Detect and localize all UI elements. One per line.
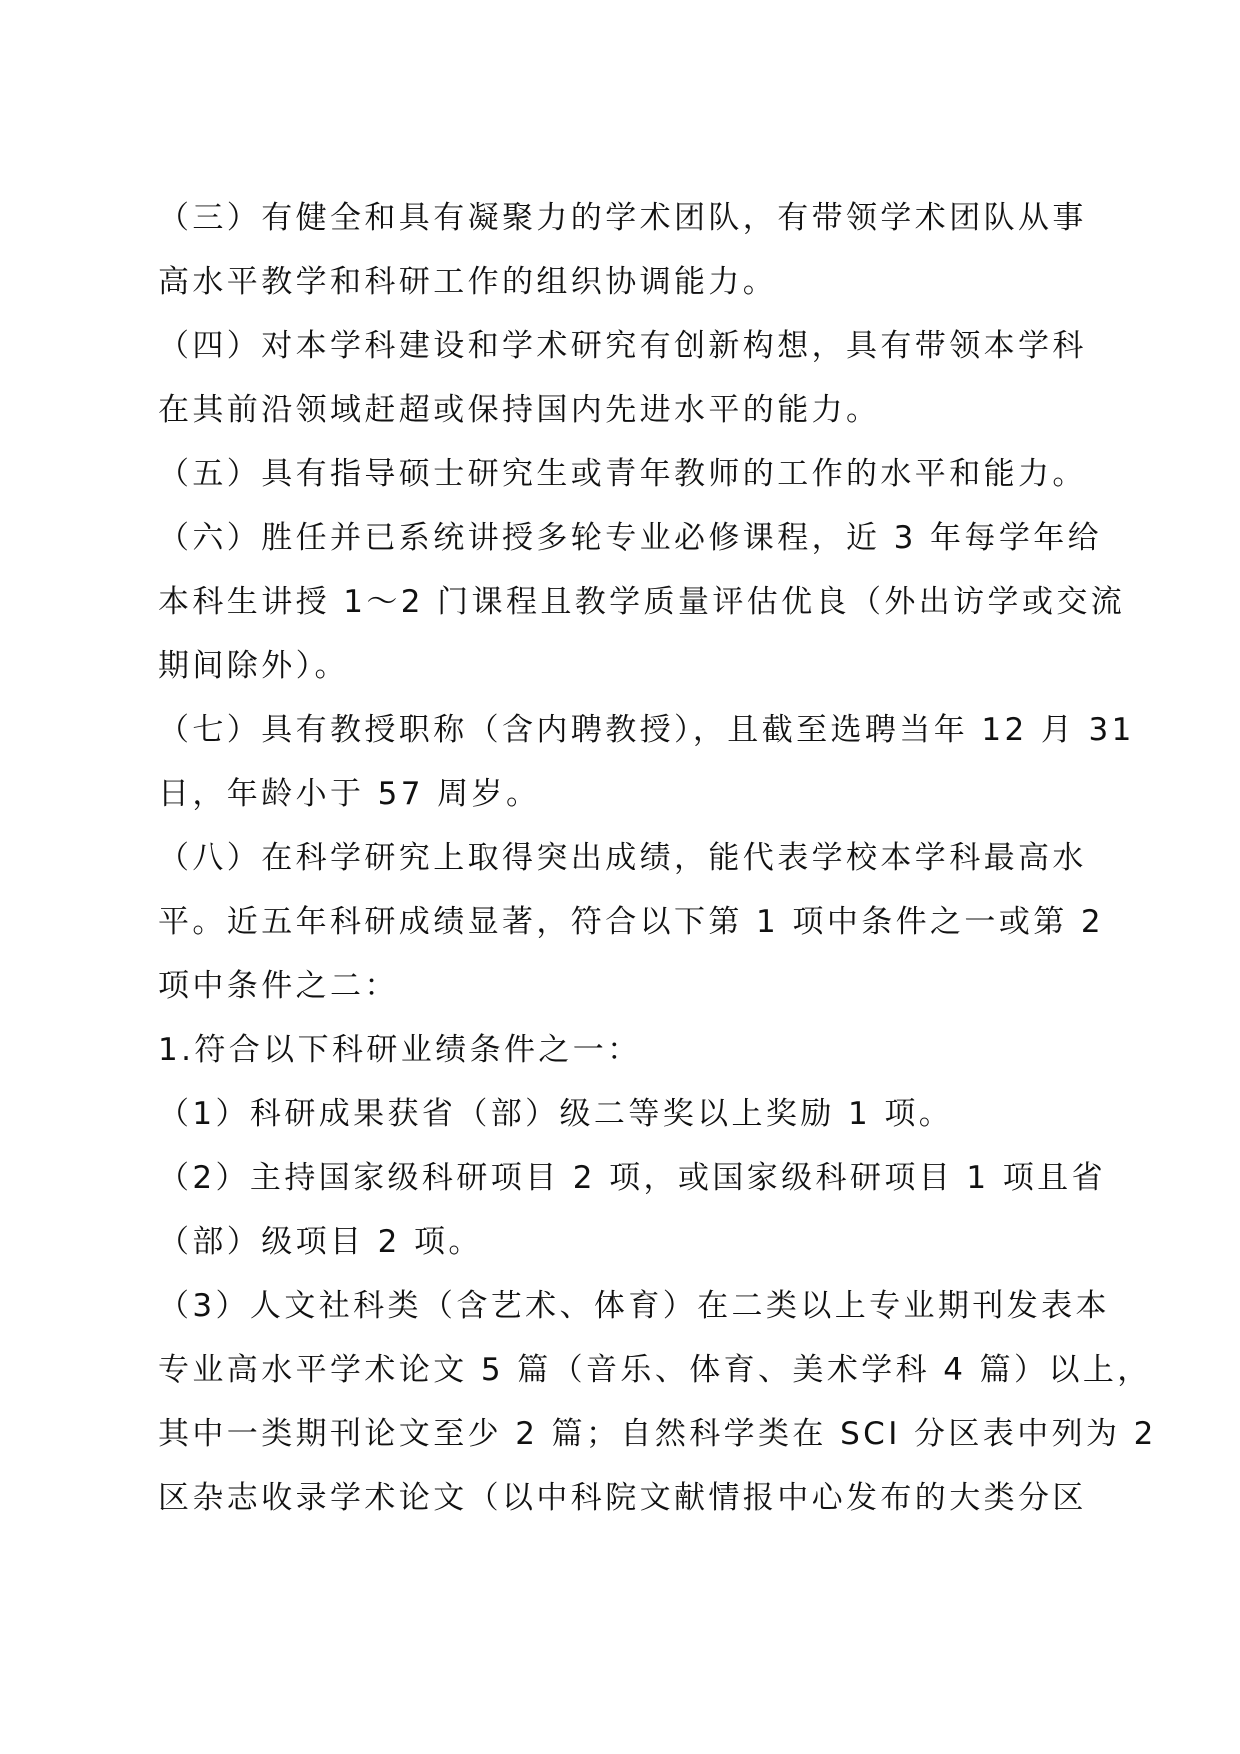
text-line: 本科生讲授 1～2 门课程且教学质量评估优良（外出访学或交流 <box>158 584 1126 620</box>
text-line: 专业高水平学术论文 5 篇（音乐、体育、美术学科 4 篇）以上， <box>158 1352 1152 1388</box>
text-line: （七）具有教授职称（含内聘教授），且截至选聘当年 12 月 31 <box>158 712 1135 748</box>
text-line: （部）级项目 2 项。 <box>158 1224 483 1260</box>
text-line: （八）在科学研究上取得突出成绩，能代表学校本学科最高水 <box>158 840 1087 876</box>
text-line: （五）具有指导硕士研究生或青年教师的工作的水平和能力。 <box>158 456 1087 492</box>
text-line: （2）主持国家级科研项目 2 项，或国家级科研项目 1 项且省 <box>158 1160 1106 1196</box>
text-line: （3）人文社科类（含艺术、体育）在二类以上专业期刊发表本 <box>158 1288 1110 1324</box>
text-line: （1）科研成果获省（部）级二等奖以上奖励 1 项。 <box>158 1096 954 1132</box>
text-line: （三）有健全和具有凝聚力的学术团队，有带领学术团队从事 <box>158 200 1087 236</box>
text-line: 其中一类期刊论文至少 2 篇；自然科学类在 SCI 分区表中列为 2 <box>158 1416 1157 1452</box>
text-line: 平。近五年科研成绩显著，符合以下第 1 项中条件之一或第 2 <box>158 904 1105 940</box>
text-line: 区杂志收录学术论文（以中科院文献情报中心发布的大类分区 <box>158 1480 1087 1516</box>
text-line: （四）对本学科建设和学术研究有创新构想，具有带领本学科 <box>158 328 1087 364</box>
text-line: 1.符合以下科研业绩条件之一： <box>158 1032 642 1068</box>
text-line: 项中条件之二： <box>158 968 399 1004</box>
text-line: 高水平教学和科研工作的组织协调能力。 <box>158 264 778 300</box>
text-line: 期间除外）。 <box>158 648 349 684</box>
text-line: 在其前沿领域赶超或保持国内先进水平的能力。 <box>158 392 881 428</box>
text-line: 日，年龄小于 57 周岁。 <box>158 776 541 812</box>
text-line: （六）胜任并已系统讲授多轮专业必修课程，近 3 年每学年给 <box>158 520 1103 556</box>
document-body <box>158 186 1157 1530</box>
